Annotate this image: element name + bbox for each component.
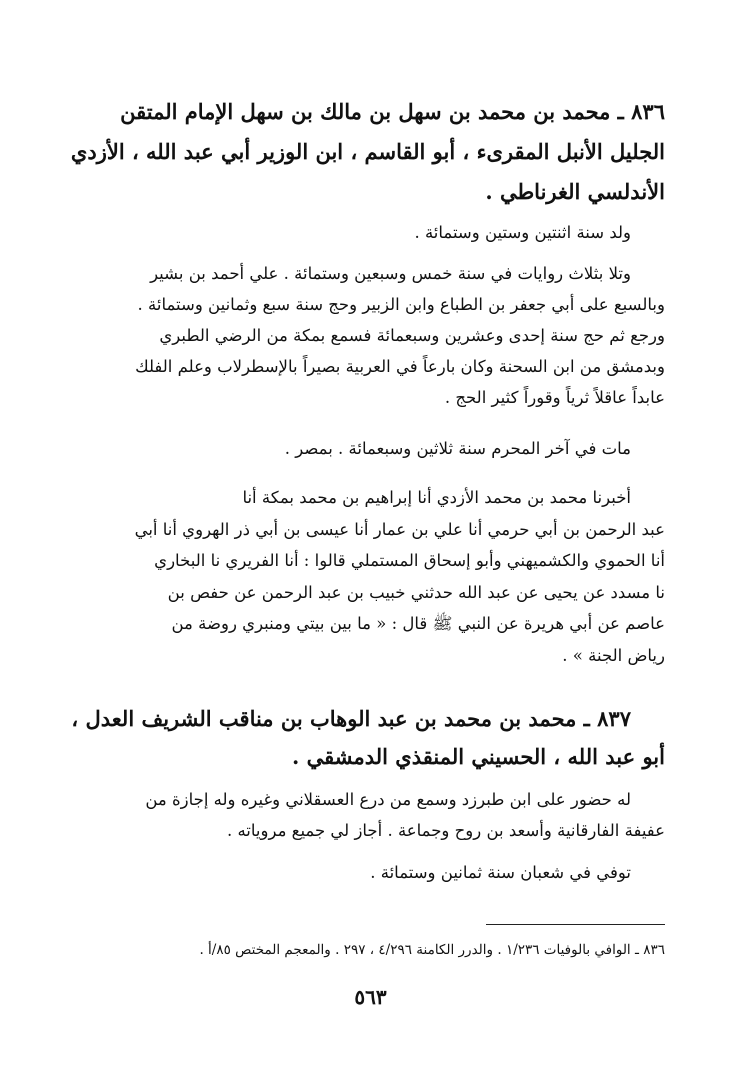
entry-836-heading — [65, 92, 665, 212]
heading-line: الجليل الأنبل المقرىء ، أبو القاسم ، ابن الوزير أبي عبد الله ، الأزدي — [70, 139, 665, 164]
paragraph-line: أخبرنا محمد بن محمد الأزدي أنا إبراهيم بن محمد بمكة أنا — [242, 488, 631, 507]
heading-line: أبو عبد الله ، الحسيني المنقذي الدمشقي . — [292, 744, 665, 769]
paragraph-line: توفي في شعبان سنة ثمانين وستمائة . — [370, 863, 631, 882]
paragraph-line: ورجع ثم حج سنة إحدى وعشرين وسبعمائة فسمع بمكة من الرضي الطبري — [159, 326, 665, 345]
entry-836-biography-paragraph — [65, 258, 665, 413]
paragraph-line: نا مسدد عن يحيى عن عبد الله حدثني خبيب بن عبد الرحمن عن حفص بن — [167, 582, 665, 602]
paragraph-line: له حضور على ابن طبرزد وسمع من درع العسقلاني وغيره وله إجازة من — [145, 790, 631, 809]
entry-837-death-paragraph — [71, 858, 631, 888]
entry-837-biography-paragraph — [65, 784, 665, 846]
paragraph-line: عاصم عن أبي هريرة عن النبي ﷺ قال : « ما بين بيتي ومنبري روضة من — [171, 614, 665, 633]
paragraph-line: وبدمشق من ابن السحنة وكان بارعاً في العربية بصيراً بالإسطرلاب وعلم الفلك — [135, 357, 665, 376]
entry-836-hadith-paragraph — [65, 482, 665, 671]
entry-836-death-paragraph — [71, 434, 631, 464]
entry-836-birth-paragraph — [71, 218, 631, 248]
page-number: ٥٦٣ — [354, 985, 387, 1009]
heading-line: الأندلسي الغرناطي . — [485, 179, 665, 204]
heading-line: ٨٣٧ ـ محمد بن محمد بن عبد الوهاب بن مناقب الشريف العدل ، — [71, 706, 631, 731]
paragraph-line: عفيفة الفارقانية وأسعد بن روح وجماعة . أجاز لي جميع مروياته . — [226, 821, 665, 840]
paragraph-line: مات في آخر المحرم سنة ثلاثين وسبعمائة . بمصر . — [284, 439, 631, 458]
paragraph-line: وبالسبع على أبي جعفر بن الطباع وابن الزبير وحج سنة سبع وثمانين وستمائة . — [137, 295, 665, 314]
paragraph-line: أنا الحموي والكشميهني وأبو إسحاق المستملي قالوا : أنا الفريري نا البخاري — [154, 551, 665, 570]
paragraph-line: عبد الرحمن بن أبي حرمي أنا علي بن عمار أنا عيسى بن أبي ذر الهروي أنا أبي — [134, 519, 665, 539]
paragraph-line: ولد سنة اثنتين وستين وستمائة . — [414, 223, 631, 242]
footnote — [65, 938, 665, 962]
footnote-separator — [486, 924, 665, 925]
footnote-text: ٨٣٦ ـ الوافي بالوفيات ١/٢٣٦ . والدرر الكامنة ٤/٢٩٦ ، ٢٩٧ . والمعجم المختص ٨٥/أ . — [199, 942, 665, 958]
heading-line: ٨٣٦ ـ محمد بن محمد بن سهل بن مالك بن سهل الإمام المتقن — [120, 99, 665, 124]
paragraph-line: عابداً عاقلاً ثرياً وقوراً كثير الحج . — [444, 388, 665, 407]
entry-837-heading — [65, 700, 665, 776]
paragraph-line: وتلا بثلاث روايات في سنة خمس وسبعين وستمائة . علي أحمد بن بشير — [150, 264, 631, 283]
paragraph-line: رياض الجنة » . — [562, 645, 665, 665]
